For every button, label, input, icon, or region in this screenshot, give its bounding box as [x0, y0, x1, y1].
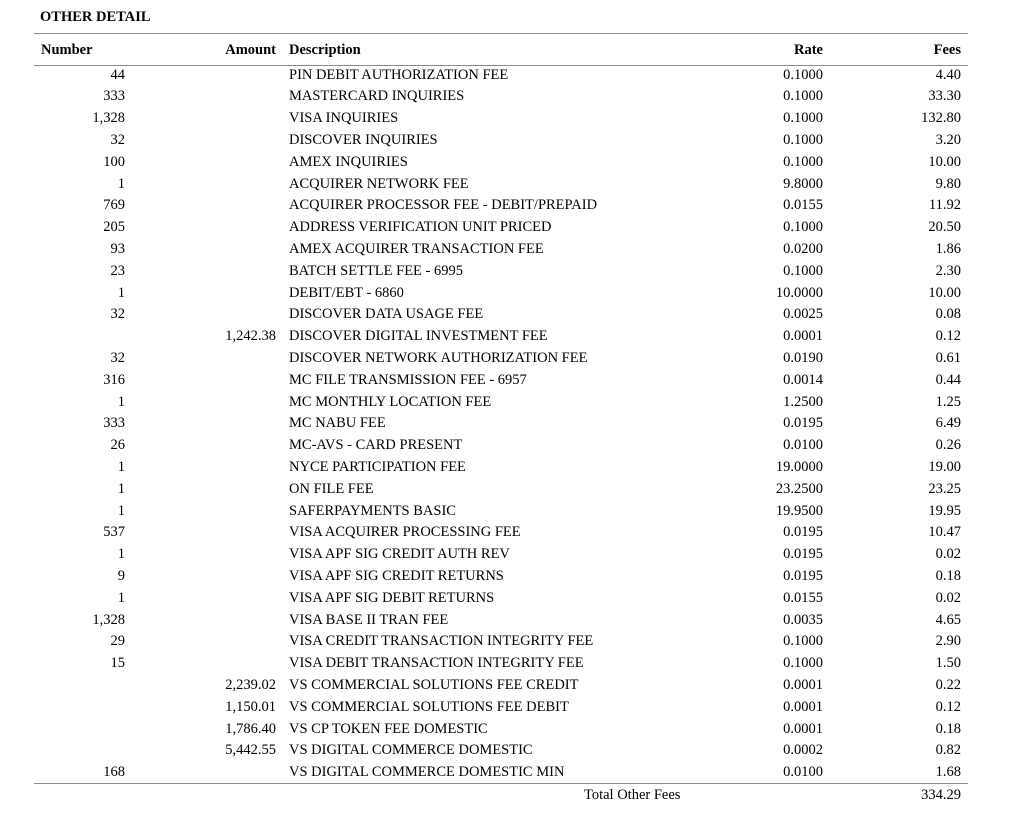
table-row	[0, 285, 1024, 307]
cell-rate: 0.1000	[783, 153, 823, 170]
cell-description: MC NABU FEE	[289, 415, 386, 432]
cell-number: 1,328	[92, 110, 125, 127]
cell-description: VISA APF SIG CREDIT RETURNS	[289, 567, 504, 584]
cell-rate: 0.0155	[783, 197, 823, 214]
cell-fees: 0.18	[935, 567, 961, 584]
cell-fees: 1.68	[935, 764, 961, 781]
header-rate: Rate	[794, 42, 823, 58]
table-row	[0, 197, 1024, 219]
cell-description: ACQUIRER PROCESSOR FEE - DEBIT/PREPAID	[289, 197, 598, 214]
cell-description: DISCOVER DIGITAL INVESTMENT FEE	[289, 328, 548, 345]
cell-number: 769	[103, 197, 125, 214]
cell-rate: 0.0014	[783, 371, 823, 388]
cell-rate: 0.1000	[783, 262, 823, 279]
cell-fees: 20.50	[928, 219, 961, 236]
cell-rate: 0.0100	[783, 437, 823, 454]
cell-description: MC MONTHLY LOCATION FEE	[289, 393, 492, 410]
cell-rate: 0.0001	[783, 676, 823, 693]
table-row	[0, 263, 1024, 285]
cell-number: 26	[110, 437, 125, 454]
cell-description: AMEX INQUIRIES	[289, 153, 408, 170]
cell-rate: 0.0002	[783, 742, 823, 759]
cell-description: PIN DEBIT AUTHORIZATION FEE	[289, 66, 509, 83]
bottom-divider	[34, 783, 968, 784]
cell-fees: 19.00	[928, 458, 961, 475]
cell-number: 316	[103, 371, 125, 388]
cell-description: BATCH SETTLE FEE - 6995	[289, 262, 463, 279]
cell-rate: 23.2500	[775, 480, 823, 497]
table-row	[0, 481, 1024, 503]
cell-fees: 1.25	[935, 393, 961, 410]
cell-rate: 0.1000	[783, 66, 823, 83]
cell-number: 44	[110, 66, 125, 83]
cell-fees: 19.95	[928, 502, 961, 519]
cell-description: SAFERPAYMENTS BASIC	[289, 502, 456, 519]
table-row	[0, 241, 1024, 263]
table-row	[0, 394, 1024, 416]
header-fees: Fees	[933, 42, 961, 58]
cell-fees: 2.30	[935, 262, 961, 279]
table-row	[0, 459, 1024, 481]
cell-rate: 0.1000	[783, 110, 823, 127]
cell-description: ACQUIRER NETWORK FEE	[289, 175, 469, 192]
cell-number: 23	[110, 262, 125, 279]
table-row	[0, 590, 1024, 612]
cell-amount: 5,442.55	[225, 742, 276, 759]
table-row	[0, 154, 1024, 176]
cell-fees: 4.65	[935, 611, 961, 628]
cell-fees: 23.25	[928, 480, 961, 497]
cell-rate: 19.9500	[775, 502, 823, 519]
table-row	[0, 88, 1024, 110]
header-amount: Amount	[225, 42, 276, 58]
cell-amount: 1,786.40	[225, 720, 276, 737]
cell-rate: 0.0025	[783, 306, 823, 323]
cell-number: 93	[110, 240, 125, 257]
cell-description: VISA ACQUIRER PROCESSING FEE	[289, 524, 521, 541]
cell-rate: 0.0001	[783, 328, 823, 345]
cell-fees: 0.18	[935, 720, 961, 737]
cell-fees: 3.20	[935, 131, 961, 148]
cell-number: 205	[103, 219, 125, 236]
cell-number: 1,328	[92, 611, 125, 628]
cell-fees: 10.00	[928, 153, 961, 170]
total-value: 334.29	[921, 787, 961, 803]
cell-number: 1	[117, 458, 125, 475]
table-row	[0, 67, 1024, 89]
cell-rate: 0.1000	[783, 131, 823, 148]
table-row	[0, 655, 1024, 677]
cell-number: 1	[117, 284, 125, 301]
cell-fees: 9.80	[935, 175, 961, 192]
cell-fees: 0.02	[935, 546, 961, 563]
table-row	[0, 546, 1024, 568]
cell-number: 1	[117, 175, 125, 192]
cell-description: VISA INQUIRIES	[289, 110, 399, 127]
cell-number: 15	[110, 655, 125, 672]
cell-rate: 0.0035	[783, 611, 823, 628]
cell-fees: 4.40	[935, 66, 961, 83]
cell-description: DISCOVER INQUIRIES	[289, 131, 438, 148]
cell-description: MASTERCARD INQUIRIES	[289, 88, 465, 105]
table-row	[0, 132, 1024, 154]
cell-fees: 0.61	[935, 349, 961, 366]
table-row	[0, 677, 1024, 699]
cell-description: DISCOVER NETWORK AUTHORIZATION FEE	[289, 349, 588, 366]
section-title: OTHER DETAIL	[40, 9, 151, 25]
cell-amount: 1,150.01	[225, 698, 276, 715]
cell-description: DEBIT/EBT - 6860	[289, 284, 404, 301]
cell-number: 1	[117, 393, 125, 410]
cell-number: 537	[103, 524, 125, 541]
cell-number: 32	[110, 131, 125, 148]
cell-description: VISA CREDIT TRANSACTION INTEGRITY FEE	[289, 633, 594, 650]
cell-fees: 11.92	[928, 197, 961, 214]
cell-rate: 0.0155	[783, 589, 823, 606]
table-row	[0, 612, 1024, 634]
cell-description: VISA APF SIG CREDIT AUTH REV	[289, 546, 510, 563]
cell-description: VS DIGITAL COMMERCE DOMESTIC	[289, 742, 533, 759]
cell-number: 1	[117, 480, 125, 497]
table-row	[0, 176, 1024, 198]
cell-fees: 1.86	[935, 240, 961, 257]
cell-amount: 2,239.02	[225, 676, 276, 693]
cell-rate: 0.0200	[783, 240, 823, 257]
cell-number: 29	[110, 633, 125, 650]
cell-rate: 0.0195	[783, 415, 823, 432]
cell-description: NYCE PARTICIPATION FEE	[289, 458, 466, 475]
top-divider	[34, 33, 968, 34]
cell-number: 9	[117, 567, 125, 584]
total-label: Total Other Fees	[584, 787, 681, 803]
table-row	[0, 524, 1024, 546]
table-row	[0, 721, 1024, 743]
cell-fees: 1.50	[935, 655, 961, 672]
table-row	[0, 437, 1024, 459]
cell-description: VISA DEBIT TRANSACTION INTEGRITY FEE	[289, 655, 584, 672]
table-row	[0, 568, 1024, 590]
cell-description: MC-AVS - CARD PRESENT	[289, 437, 463, 454]
cell-number: 1	[117, 502, 125, 519]
cell-description: VS DIGITAL COMMERCE DOMESTIC MIN	[289, 764, 565, 781]
cell-description: VISA APF SIG DEBIT RETURNS	[289, 589, 495, 606]
table-row	[0, 415, 1024, 437]
table-row	[0, 110, 1024, 132]
cell-rate: 9.8000	[783, 175, 823, 192]
table-row	[0, 372, 1024, 394]
cell-rate: 0.0195	[783, 524, 823, 541]
cell-number: 100	[103, 153, 125, 170]
cell-number: 333	[103, 415, 125, 432]
cell-fees: 0.44	[935, 371, 961, 388]
cell-description: VS COMMERCIAL SOLUTIONS FEE DEBIT	[289, 698, 569, 715]
cell-description: VS COMMERCIAL SOLUTIONS FEE CREDIT	[289, 676, 579, 693]
cell-fees: 0.08	[935, 306, 961, 323]
cell-description: AMEX ACQUIRER TRANSACTION FEE	[289, 240, 544, 257]
cell-fees: 10.47	[928, 524, 961, 541]
cell-description: VISA BASE II TRAN FEE	[289, 611, 449, 628]
table-row	[0, 328, 1024, 350]
cell-description: DISCOVER DATA USAGE FEE	[289, 306, 484, 323]
table-row	[0, 633, 1024, 655]
cell-fees: 6.49	[935, 415, 961, 432]
cell-fees: 2.90	[935, 633, 961, 650]
cell-fees: 0.22	[935, 676, 961, 693]
cell-rate: 0.0190	[783, 349, 823, 366]
cell-rate: 0.1000	[783, 88, 823, 105]
cell-description: MC FILE TRANSMISSION FEE - 6957	[289, 371, 527, 388]
cell-rate: 0.0100	[783, 764, 823, 781]
table-row	[0, 503, 1024, 525]
cell-rate: 19.0000	[775, 458, 823, 475]
cell-fees: 0.82	[935, 742, 961, 759]
cell-number: 1	[117, 589, 125, 606]
cell-fees: 132.80	[921, 110, 961, 127]
cell-fees: 0.12	[935, 328, 961, 345]
table-row	[0, 350, 1024, 372]
cell-number: 32	[110, 349, 125, 366]
cell-fees: 0.12	[935, 698, 961, 715]
cell-number: 333	[103, 88, 125, 105]
cell-rate: 0.0001	[783, 720, 823, 737]
cell-fees: 0.26	[935, 437, 961, 454]
table-row	[0, 219, 1024, 241]
cell-amount: 1,242.38	[225, 328, 276, 345]
cell-rate: 0.0001	[783, 698, 823, 715]
cell-rate: 0.1000	[783, 655, 823, 672]
cell-rate: 10.0000	[775, 284, 823, 301]
cell-fees: 10.00	[928, 284, 961, 301]
cell-fees: 0.02	[935, 589, 961, 606]
cell-number: 168	[103, 764, 125, 781]
cell-fees: 33.30	[928, 88, 961, 105]
cell-rate: 0.1000	[783, 633, 823, 650]
cell-description: VS CP TOKEN FEE DOMESTIC	[289, 720, 488, 737]
table-row	[0, 742, 1024, 764]
cell-rate: 0.0195	[783, 546, 823, 563]
cell-number: 1	[117, 546, 125, 563]
cell-rate: 1.2500	[783, 393, 823, 410]
cell-rate: 0.1000	[783, 219, 823, 236]
table-row	[0, 699, 1024, 721]
header-description: Description	[289, 42, 361, 58]
cell-description: ON FILE FEE	[289, 480, 374, 497]
table-row	[0, 306, 1024, 328]
cell-description: ADDRESS VERIFICATION UNIT PRICED	[289, 219, 552, 236]
cell-rate: 0.0195	[783, 567, 823, 584]
header-number: Number	[41, 42, 93, 58]
cell-number: 32	[110, 306, 125, 323]
